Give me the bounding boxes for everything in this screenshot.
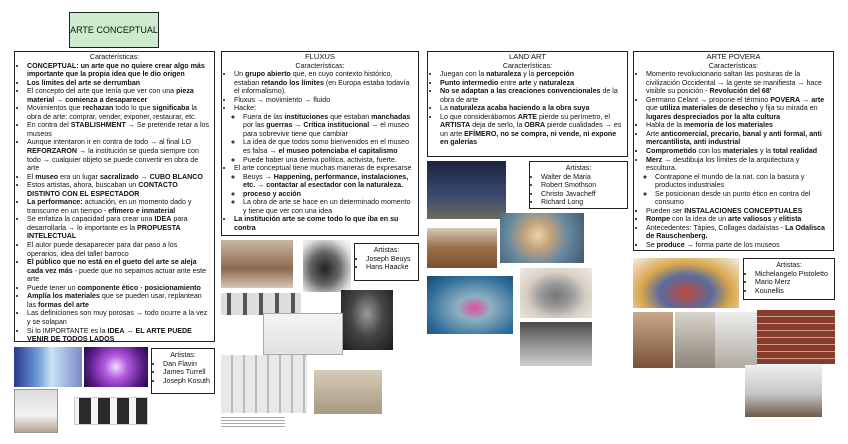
list-item bbox=[646, 130, 829, 147]
item-text: El bbox=[27, 172, 36, 181]
list-item bbox=[646, 156, 829, 173]
list-item bbox=[234, 70, 414, 96]
beuys-portrait-photo bbox=[341, 290, 393, 350]
artist-item: • Robert Smothson bbox=[541, 181, 623, 190]
fluxus-artists bbox=[354, 243, 419, 281]
list-item bbox=[440, 79, 623, 88]
spiral-jetty-photo bbox=[500, 213, 584, 263]
item-text: La performance: bbox=[27, 198, 83, 207]
item-text: PROPUESTA INTELECTUAL bbox=[27, 223, 181, 241]
concept-map-title[interactable]: ARTE CONCEPTUAL bbox=[69, 12, 159, 48]
item-text: y bbox=[771, 215, 779, 224]
item-text: pierde su perímetro, el bbox=[537, 112, 610, 121]
item-text: → la institución se queda siempre con todo → cualquier objeto se puede convertir en obra de arte bbox=[27, 147, 199, 173]
arte-povera-artists bbox=[743, 258, 835, 300]
item-text: POVERA bbox=[770, 95, 801, 104]
sub-list-item bbox=[646, 173, 829, 207]
stone-circle-photo bbox=[520, 268, 592, 318]
item-text: CUBO BLANCO bbox=[149, 172, 203, 181]
item-text: ARTE bbox=[517, 112, 538, 121]
list-item bbox=[27, 104, 210, 121]
list-item bbox=[440, 70, 623, 79]
item-text: El arte conceptual tiene muchas maneras de expresarse bbox=[234, 164, 412, 173]
item-text: Se posicionan desde un punto ético en contra del consumo bbox=[655, 189, 811, 207]
list-item bbox=[27, 87, 210, 104]
list-item bbox=[655, 190, 829, 207]
brick-wall-photo bbox=[757, 310, 835, 364]
item-text: materiales bbox=[722, 147, 758, 156]
item-text: IDEA bbox=[154, 215, 172, 224]
item-text: Comprometido bbox=[646, 147, 697, 156]
item-text: La institución arte se come todo lo que iba en su contra bbox=[234, 215, 399, 232]
item-text: → el museo para sobrevivir tiene que cambiar bbox=[243, 121, 409, 138]
list-item bbox=[440, 87, 623, 104]
item-text: → bbox=[54, 95, 66, 104]
list-item bbox=[440, 104, 623, 113]
list-item bbox=[27, 121, 210, 138]
item-text: sacralizado bbox=[99, 172, 139, 181]
artists-heading: Artistas: bbox=[170, 351, 196, 359]
item-text: Hacke: bbox=[234, 104, 257, 113]
list-item bbox=[243, 156, 414, 165]
conceptual-list bbox=[19, 62, 210, 344]
land-art-artists bbox=[529, 161, 628, 209]
item-text: → forma parte de los museos bbox=[684, 241, 780, 250]
sub-list-item bbox=[234, 113, 414, 164]
item-text: Contrapone el mundo de la nat. con la basura y productos industriales bbox=[655, 172, 805, 190]
list-item bbox=[27, 138, 210, 172]
item-text: → bbox=[138, 172, 150, 181]
item-text: IDEA bbox=[107, 326, 125, 335]
list-item bbox=[27, 284, 210, 293]
igloo-photo bbox=[633, 312, 673, 368]
item-text: CONTACTO DISTINTO CON EL ESPECTADOR bbox=[27, 181, 178, 198]
steel-structure-photo bbox=[715, 312, 757, 368]
item-text: Si lo IMPORTANTE es la bbox=[27, 326, 108, 335]
conceptual-subtitle: Características: bbox=[89, 53, 140, 61]
artists-list bbox=[156, 360, 210, 386]
list-item bbox=[646, 70, 829, 96]
item-text: que estaban bbox=[328, 112, 372, 121]
item-text: rechazan bbox=[82, 104, 114, 113]
item-text: Se bbox=[646, 241, 657, 250]
item-text: - puede que no sepamos actuar ante este arte bbox=[27, 266, 207, 284]
item-text: Momento revolucionario saltan las posturas de la civilización Occidental → la gente se manifiesta → hace visible su posición - bbox=[646, 70, 822, 96]
item-text: → Se pretende retar a los museos bbox=[27, 121, 210, 138]
item-text: manchadas bbox=[371, 112, 411, 121]
item-text: produce bbox=[656, 241, 685, 250]
item-text: El autor puede desaparecer para dar paso a los operarios, idea del taller barroco bbox=[27, 241, 178, 258]
item-text: y bbox=[531, 78, 539, 87]
list-item bbox=[243, 198, 414, 215]
item-text: El concepto del arte que tenía que ver con una bbox=[27, 87, 177, 96]
item-text: La Odalisca de Rauschenberg. bbox=[646, 223, 825, 241]
beuys-installation-photo bbox=[221, 240, 293, 288]
artists-heading: Artistas: bbox=[776, 261, 802, 269]
item-text: percepción bbox=[536, 70, 575, 79]
item-text: En contra del bbox=[27, 121, 71, 130]
list-item bbox=[646, 147, 829, 156]
list-item bbox=[646, 215, 829, 224]
exhibition-hall-photo bbox=[314, 370, 382, 414]
item-text: Germano Celant → propone el término bbox=[646, 95, 771, 104]
item-text: Movimientos que bbox=[27, 104, 83, 113]
list-item bbox=[27, 181, 210, 198]
item-text: Las definiciones son muy porosas → todo ocurre a la vez y se solapan bbox=[27, 309, 208, 326]
item-text: Revolución del 68' bbox=[709, 87, 772, 96]
item-text: Pueden ser bbox=[646, 206, 685, 215]
item-text: Fuera de las bbox=[243, 112, 285, 121]
list-item bbox=[646, 241, 829, 250]
item-text: OBRA bbox=[524, 121, 546, 130]
walking-line-photo bbox=[520, 322, 592, 366]
item-text: El público que no está en el gueto del arte se aleja cada vez más bbox=[27, 258, 197, 275]
purple-light-room-photo bbox=[84, 347, 148, 387]
item-text: y la bbox=[521, 70, 537, 79]
item-text: naturaleza acaba haciendo a la obra suya bbox=[449, 104, 590, 113]
artists-list bbox=[534, 173, 623, 207]
item-text: de la obra de arte bbox=[440, 87, 618, 104]
artists-list bbox=[359, 255, 414, 272]
list-item bbox=[243, 138, 414, 155]
item-text: que bbox=[646, 104, 660, 113]
item-text: Crítica institucional bbox=[303, 121, 370, 130]
item-text: formas del arte bbox=[38, 300, 89, 309]
sub-list-item bbox=[234, 173, 414, 216]
artist-item: • Michelangelo Pistoletto bbox=[755, 270, 830, 279]
beuys-coyote-photo bbox=[303, 240, 351, 292]
lightning-field-photo bbox=[427, 161, 506, 219]
item-text: grupo abierto bbox=[245, 70, 291, 79]
item-text: actuación, en un momento dado y transcurre en un tiempo - bbox=[27, 198, 192, 215]
conceptual-card bbox=[14, 51, 215, 342]
one-and-three-chairs-photo bbox=[74, 397, 148, 425]
item-text: EL ARTE PUEDE VENIR DE TODOS LADOS bbox=[27, 326, 192, 344]
light-installation-photo bbox=[14, 347, 82, 387]
item-text: entre bbox=[498, 78, 519, 87]
gallery-panels-photo bbox=[263, 313, 343, 355]
sub-list bbox=[234, 113, 414, 164]
arte-povera-title: ARTE POVERA bbox=[706, 52, 761, 61]
list-item bbox=[27, 292, 210, 309]
artist-item: • Joseph Kosuth bbox=[163, 377, 210, 386]
gallery-room-photo bbox=[14, 389, 58, 433]
item-text: con la idea de un bbox=[670, 215, 729, 224]
item-text: por las bbox=[243, 121, 267, 130]
item-text: Happening, performance, instalaciones, etc. → contactar al esectador con la naturaleza. bbox=[243, 172, 409, 190]
item-text: Punto intermedio bbox=[440, 78, 499, 87]
artist-item: • Hans Haacke bbox=[366, 263, 414, 272]
fluxus-subtitle: Características: bbox=[295, 61, 345, 70]
land-art-title: LAND ART bbox=[509, 52, 546, 61]
item-text: pieza material bbox=[27, 87, 194, 104]
list-item bbox=[646, 207, 829, 216]
item-text: instituciones bbox=[284, 112, 329, 121]
item-text: INSTALACIONES CONCEPTUALES bbox=[684, 206, 803, 215]
list-item bbox=[646, 224, 829, 241]
item-text: Puede tener un bbox=[27, 283, 78, 292]
item-text: arte bbox=[518, 78, 532, 87]
item-text: Los límites del arte se derrumban bbox=[27, 78, 141, 87]
item-text: deja de serlo, la bbox=[470, 121, 525, 130]
item-text: ARTISTA bbox=[440, 121, 471, 130]
list-item bbox=[243, 190, 414, 199]
item-text: EFÍMERO, no se compra, ni vende, ni expone en galerías bbox=[440, 129, 617, 147]
artists-list bbox=[748, 270, 830, 296]
list-item bbox=[27, 79, 210, 88]
item-text: proceso y acción bbox=[243, 189, 301, 198]
item-text: retando los límites bbox=[261, 78, 324, 87]
item-text: La bbox=[440, 104, 450, 113]
item-text: arte bbox=[811, 95, 825, 104]
haacke-wall-photo bbox=[221, 293, 301, 315]
item-text: Amplía los materiales bbox=[27, 292, 100, 301]
item-text: → bbox=[124, 326, 136, 335]
list-item bbox=[27, 309, 210, 326]
item-text: utiliza materiales de desecho bbox=[659, 104, 758, 113]
list-item bbox=[234, 96, 414, 105]
item-text: REFORZARON bbox=[27, 147, 78, 156]
artist-item: • Walter de Maria bbox=[541, 173, 623, 182]
item-text: (en Europa estaba todavía el informalismo). bbox=[234, 78, 410, 96]
item-text: el museo potenciaba el capitalismo bbox=[278, 147, 398, 156]
item-text: con los bbox=[696, 147, 723, 156]
land-art-list bbox=[432, 70, 623, 147]
arte-povera-subtitle: Características: bbox=[708, 61, 759, 70]
item-text: → bbox=[800, 95, 812, 104]
list-item bbox=[27, 173, 210, 182]
item-text: arte valiosos bbox=[728, 215, 772, 224]
item-text: y la bbox=[757, 147, 773, 156]
item-text: total realidad bbox=[772, 147, 818, 156]
item-text: memoria de los materiales bbox=[683, 121, 773, 130]
item-text: Aunque intentaron ir en contra de todo → al final LO bbox=[27, 138, 192, 147]
item-text: y fija su mirada en bbox=[757, 104, 818, 113]
artists-heading: Artistas: bbox=[373, 246, 400, 254]
venus-of-rags-photo bbox=[633, 258, 739, 308]
list-item bbox=[27, 258, 210, 284]
list-item bbox=[655, 173, 829, 190]
item-text: Lo que considerábamos bbox=[440, 112, 518, 121]
artist-item: • Dan Flavin bbox=[163, 360, 210, 369]
item-text: museo bbox=[35, 172, 59, 181]
item-text: → bbox=[292, 121, 304, 130]
item-text: todo lo que bbox=[113, 104, 153, 113]
item-text: La obra de arte se hace en un determinado momento y tiene que ver con una idea bbox=[243, 198, 411, 215]
artist-item: • Joseph Beuys bbox=[366, 255, 414, 264]
item-text: que se pueden usar, replantean las bbox=[27, 292, 202, 309]
land-art-card bbox=[427, 51, 628, 157]
item-text: pierde cualidades → es un arte bbox=[440, 121, 622, 138]
list-item bbox=[243, 173, 414, 190]
list-item bbox=[27, 327, 210, 344]
sub-list bbox=[646, 173, 829, 207]
item-text: La idea de que todos somo bienvenidos en el museo es falsa → bbox=[243, 138, 410, 156]
artist-item: • James Turrell bbox=[163, 368, 210, 377]
arte-povera-list bbox=[638, 70, 829, 249]
item-text: Merz bbox=[646, 155, 663, 164]
item-text: comienza a desaparecer bbox=[65, 95, 148, 104]
fluxus-title: FLUXUS bbox=[305, 52, 335, 61]
item-text: Rompe bbox=[646, 215, 671, 224]
item-text: anticomercial, precario, banal y anti formal, anti mercantilista, anti industrial bbox=[646, 129, 822, 147]
list-item bbox=[27, 62, 210, 79]
item-text: STABLISHMENT bbox=[70, 121, 126, 130]
list-item bbox=[646, 121, 829, 130]
item-text: para desarrollarla → lo importante es la bbox=[27, 215, 188, 232]
fluxus-card bbox=[221, 51, 419, 236]
earth-room-photo bbox=[427, 228, 497, 268]
list-item bbox=[234, 215, 414, 232]
artist-item: • Christo Javacheff bbox=[541, 190, 623, 199]
item-text: elitista bbox=[778, 215, 802, 224]
pink-islands-photo bbox=[427, 276, 513, 334]
list-item bbox=[646, 96, 829, 122]
item-text: era un lugar bbox=[58, 172, 100, 181]
list-item bbox=[27, 198, 210, 215]
item-text: Juegan con la bbox=[440, 70, 487, 79]
item-text: Estos artistas, ahora, buscaban un bbox=[27, 181, 139, 190]
arte-povera-card bbox=[633, 51, 834, 251]
item-text: componente ético bbox=[77, 283, 139, 292]
horses-gallery-photo bbox=[745, 365, 822, 417]
item-text: Habla de la bbox=[646, 121, 684, 130]
fluxus-list bbox=[226, 70, 414, 232]
list-item bbox=[440, 113, 623, 147]
item-text: Un bbox=[234, 70, 246, 79]
list-item bbox=[243, 113, 414, 139]
item-text: Se enfatiza la capacidad para crear una bbox=[27, 215, 155, 224]
item-text: Puede haber una deriva política, activista, fuerte. bbox=[243, 155, 397, 164]
item-text: que, en cuyo contexto histórico, estaban bbox=[234, 70, 393, 87]
item-text: CONCEPTUAL: un arte que no quiere crear algo más importante que la propia idea que le dio origen bbox=[27, 61, 205, 79]
item-text: posicionamiento bbox=[144, 283, 201, 292]
povera-room-photo bbox=[675, 312, 715, 368]
item-text: Arte bbox=[646, 129, 661, 138]
list-item bbox=[234, 164, 414, 173]
item-text: Fluxus → movimiento → fluido bbox=[234, 95, 331, 104]
artist-item: • Mario Merz bbox=[755, 278, 830, 287]
conceptual-artists bbox=[151, 348, 215, 394]
item-text: → desdibuja los límites de la arquitectura y escultura. bbox=[646, 155, 800, 173]
list-item bbox=[27, 241, 210, 258]
item-text: significaba bbox=[152, 104, 190, 113]
land-art-subtitle: Características: bbox=[502, 61, 553, 70]
list-item bbox=[27, 215, 210, 241]
list-item bbox=[234, 104, 414, 113]
item-text: naturaleza bbox=[486, 70, 522, 79]
item-text: efímero e inmaterial bbox=[108, 206, 176, 215]
item-text: la obra de arte: comprar, vender, exponer, restaurar, etc. bbox=[27, 104, 197, 121]
item-text: naturaleza bbox=[538, 78, 575, 87]
sub-list bbox=[234, 173, 414, 216]
caption-text-photo bbox=[221, 415, 285, 429]
item-text: No se adaptan a las creaciones convencionales bbox=[440, 87, 601, 96]
artists-heading: Artistas: bbox=[565, 164, 592, 172]
poll-room-photo bbox=[221, 355, 307, 413]
item-text: Antecedentes: Tàpies, Collages dadaístas - bbox=[646, 223, 786, 232]
artist-item: • Richard Long bbox=[541, 198, 623, 207]
artist-item: • Kounellis bbox=[755, 287, 830, 296]
item-text: lugares despreciados por la alta cultura bbox=[646, 112, 781, 121]
item-text: Beuys → bbox=[243, 172, 274, 181]
item-text: guerras bbox=[266, 121, 293, 130]
item-text: - bbox=[138, 283, 145, 292]
